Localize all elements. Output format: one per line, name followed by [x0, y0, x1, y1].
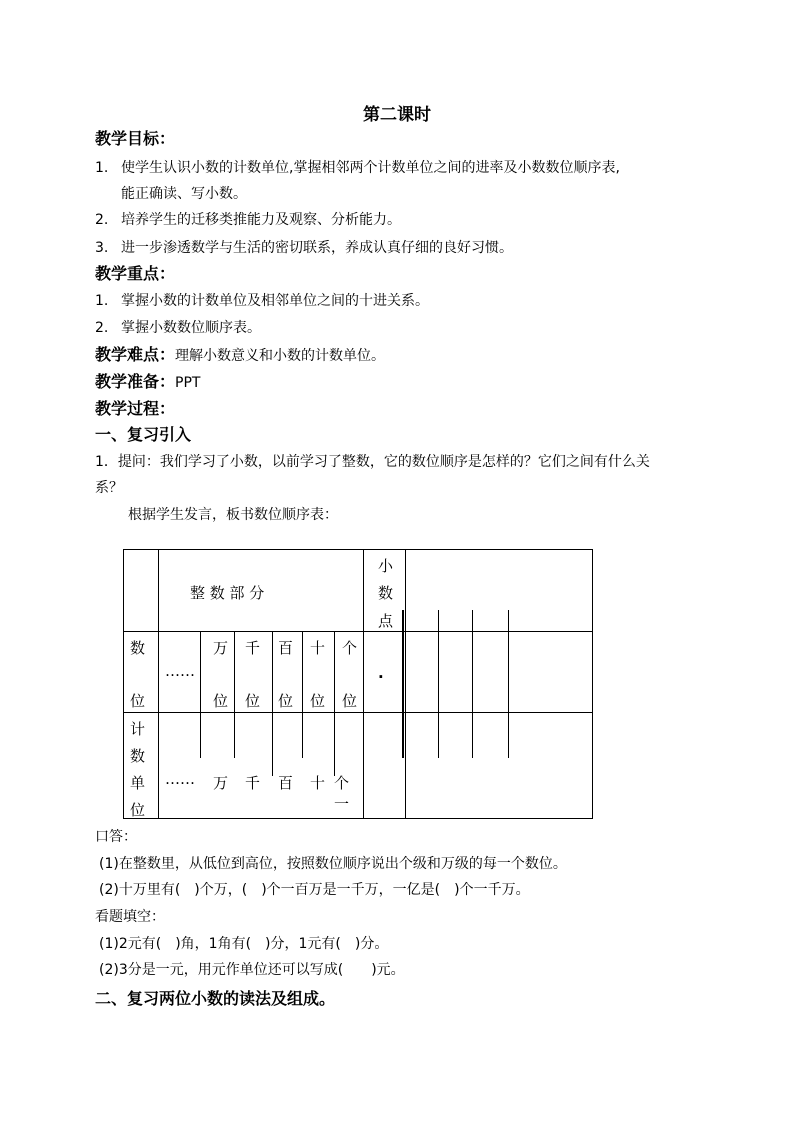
digit-ge: 个: [342, 639, 358, 657]
table-divider: [508, 610, 509, 758]
oral-item-1: (1)在整数里，从低位到高位，按照数位顺序说出个级和万级的每一个数位。: [99, 856, 567, 872]
objective-item-1: 1. 使学生认识小数的计数单位,掌握相邻两个计数单位之间的进率及小数数位顺序表,: [95, 160, 620, 176]
process-heading: 教学过程：: [95, 399, 176, 418]
unit-shi: 十: [310, 774, 326, 792]
decimal-places-cell: [406, 632, 593, 713]
fill-item-1: (1)2元有( )角，1角有( )分，1元有( )分。: [99, 936, 389, 952]
row2-label-2: 数: [130, 747, 146, 765]
decimal-point-unit-cell: [364, 713, 406, 819]
table-divider: [200, 631, 201, 758]
section2-heading: 二、复习两位小数的读法及组成。: [95, 989, 336, 1008]
row2-label-3: 单: [130, 774, 146, 792]
page-title: 第二课时: [363, 105, 431, 125]
table-divider: [402, 610, 404, 758]
decimal-units-cell: [406, 713, 593, 819]
digit-bai: 百: [278, 639, 294, 657]
objectives-heading: 教学目标：: [95, 129, 176, 148]
question-line-2: 系？: [95, 480, 123, 496]
digit-wei-2: 位: [245, 692, 261, 710]
oral-heading: 口答：: [95, 829, 137, 845]
objective-item-3: 3. 进一步渗透数学与生活的密切联系，养成认真仔细的良好习惯。: [95, 240, 513, 256]
unit-yi: 一: [334, 795, 350, 813]
digit-wan: 万: [213, 639, 229, 657]
objective-item-1-cont: 能正确读、写小数。: [121, 186, 247, 202]
unit-wan: 万: [213, 774, 229, 792]
unit-ge: 个: [334, 774, 350, 792]
unit-bai: 百: [278, 774, 294, 792]
table-divider: [272, 631, 273, 776]
row2-label-4: 位: [130, 801, 146, 819]
difficulty-line: 教学难点：理解小数意义和小数的计数单位。: [95, 345, 386, 364]
digit-shi: 十: [310, 639, 326, 657]
decimal-part-header-cell: [406, 550, 593, 632]
digit-wei-3: 位: [278, 692, 294, 710]
board-note: 根据学生发言，板书数位顺序表：: [128, 507, 338, 523]
row1-ellipsis: ……: [165, 662, 195, 680]
table-divider: [472, 610, 473, 758]
row1-label-1: 数: [130, 639, 146, 657]
digit-qian: 千: [245, 639, 261, 657]
table-divider: [302, 631, 303, 758]
key-points-heading: 教学重点：: [95, 264, 176, 283]
integer-units-cell: [159, 713, 364, 819]
row1-label-2: 位: [130, 692, 146, 710]
table-divider: [234, 631, 235, 758]
fill-item-2: (2)3分是一元，用元作单位还可以写成( )元。: [99, 962, 405, 978]
decimal-point-cell: [364, 632, 406, 713]
objective-item-2: 2. 培养学生的迁移类推能力及观察、分析能力。: [95, 212, 401, 228]
question-line-1: 1．提问：我们学习了小数，以前学习了整数，它的数位顺序是怎样的？它们之间有什么关: [95, 454, 650, 470]
digit-wei-4: 位: [310, 692, 326, 710]
row2-label-1: 计: [130, 720, 146, 738]
key-point-item-1: 1. 掌握小数的计数单位及相邻单位之间的十进关系。: [95, 293, 429, 309]
table-divider: [438, 610, 439, 758]
key-point-item-2: 2. 掌握小数数位顺序表。: [95, 320, 261, 336]
digit-wei-1: 位: [213, 692, 229, 710]
decimal-dot: .: [378, 664, 384, 682]
integer-part-label: 整 数 部 分: [190, 584, 265, 602]
decimal-point-label-2: 数: [378, 584, 394, 602]
digit-wei-5: 位: [342, 692, 358, 710]
oral-item-2: (2)十万里有( )个万，( )个一百万是一千万，一亿是( )个一千万。: [99, 882, 530, 898]
table-corner-cell: [124, 550, 159, 632]
section1-heading: 一、复习引入: [95, 425, 192, 444]
unit-qian: 千: [245, 774, 261, 792]
fill-heading: 看题填空：: [95, 909, 165, 925]
table-divider: [334, 631, 335, 776]
preparation-line: 教学准备：PPT: [95, 372, 201, 391]
decimal-point-label-1: 小: [378, 557, 394, 575]
decimal-point-label-3: 点: [378, 612, 394, 630]
unit-ellipsis: ……: [165, 770, 195, 788]
